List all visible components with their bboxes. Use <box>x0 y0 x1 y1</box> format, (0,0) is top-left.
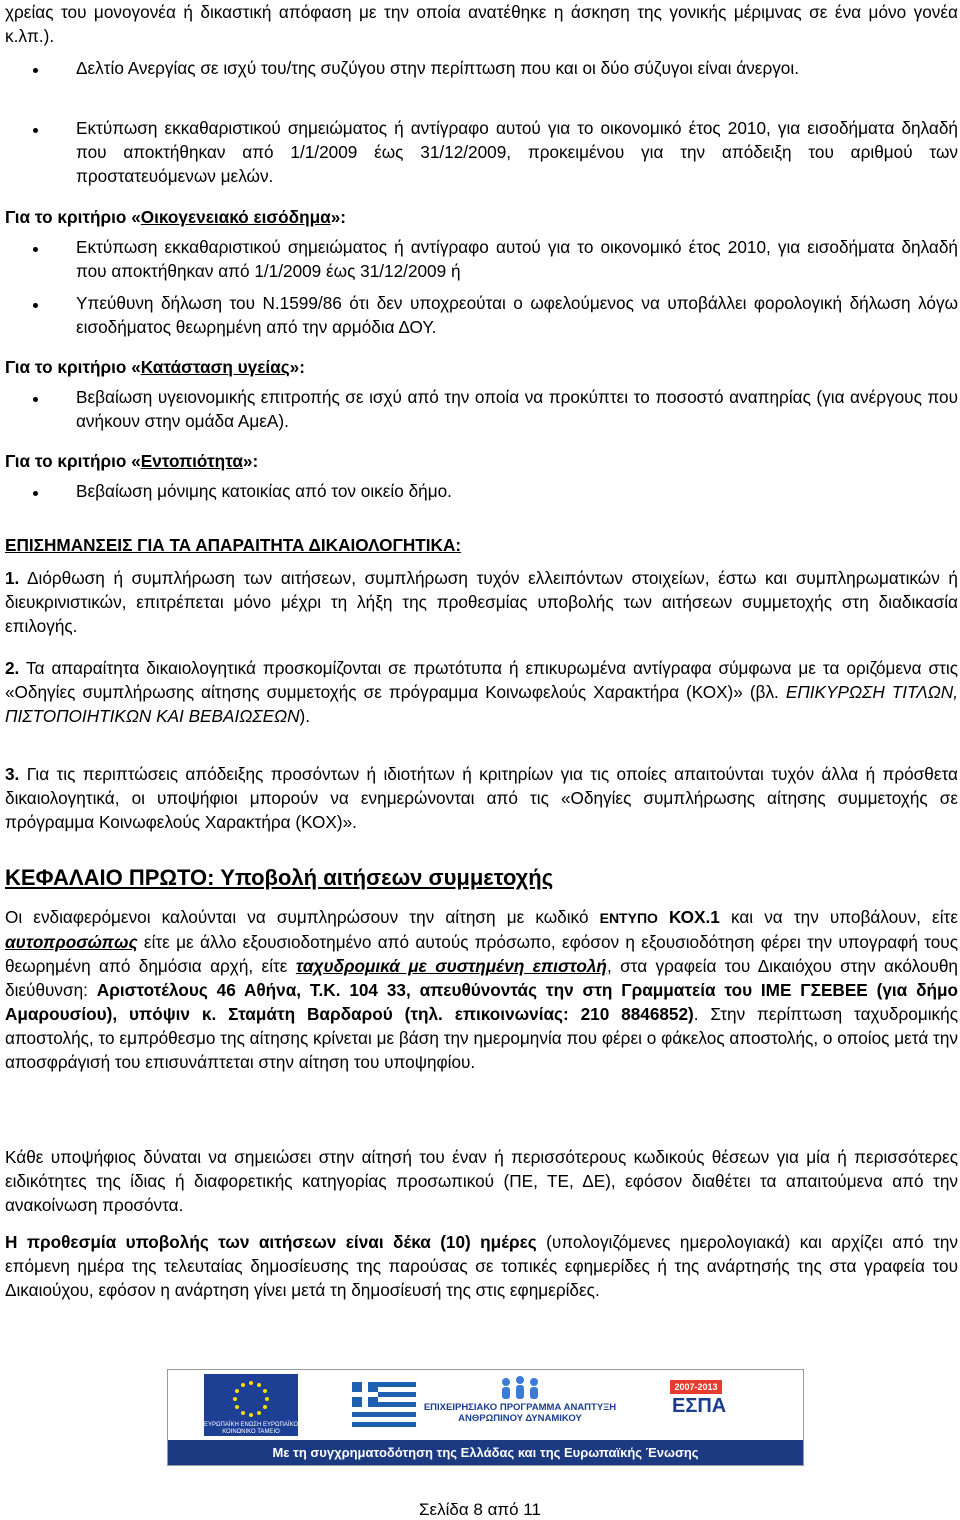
bullet-tax-statement: Εκτύπωση εκκαθαριστικού σημειώματος ή αντίγραφο αυτού για το οικονομικό έτος 2010, για εισοδήματα δηλαδή που αποκτήθηκαν από 1/1/2009 έως 31/12/2009, προκειμένου για την απόδειξη του αριθμού των προστατευόμενων μελών. <box>76 118 958 186</box>
note-3: 3. Για τις περιπτώσεις απόδειξης προσόντων ή ιδιοτήτων ή κριτηρίων για τις οποίες απαιτούνται τυχόν άλλα ή πρόσθετα δικαιολογητικά, οι υποψήφιοι μπορούν να ενημερώνονται από τις «Οδηγίες συμπλήρωσης αίτησης συμμετοχής σε πρόγραμμα Κοινωφελούς Χαρακτήρα (ΚΟΧ)». <box>5 764 958 832</box>
chapter-paragraph-2: Κάθε υποψήφιος δύναται να σημειώσει στην αίτησή του έναν ή περισσότερους κωδικούς θέσεων για μία ή περισσότερες ειδικότητες της ίδιας ή διαφορετικής κατηγορίας προσωπικού (ΠΕ, ΤΕ, ΔΕ), εφόσον διαθέτει τα απαιτούμενα από την ανακοίνωση προσόντα. <box>5 1147 958 1215</box>
chapter-title: ΚΕΦΑΛΑΙΟ ΠΡΩΤΟ: Υποβολή αιτήσεων συμμετοχής <box>5 865 554 890</box>
bullet-icon <box>33 491 38 496</box>
chapter-paragraph-3: Η προθεσμία υποβολής των αιτήσεων είναι δέκα (10) ημέρες (υπολογιζόμενες ημερολογιακά) και αρχίζει από την επόμενη ημέρα της τελευταίας δημοσίευσης της παρούσας σε τοπικές εφημερίδες ή της ανάρτησής της στα γραφεία του Δικαιούχου, εφόσον η ανάρτηση γίνει μετά τη δημοσίευσή της στις εφημερίδες. <box>5 1232 959 1300</box>
espa-years-band <box>670 1380 722 1394</box>
cofunding-caption: Με τη συγχρηματοδότηση της Ελλάδας και της Ευρωπαϊκής Ένωσης <box>168 1440 803 1465</box>
criterion-income-name: Οικογενειακό εισόδημα <box>140 207 331 227</box>
criterion-residence-heading: Για το κριτήριο «Εντοπιότητα»: <box>5 451 259 471</box>
submission-address: Αριστοτέλους 46 Αθήνα, Τ.Κ. 104 33, απευθύνοντάς την στη Γραμματεία του ΙΜΕ ΓΣΕΒΕΕ (για δήμο Αμαρουσίου), υπόψιν κ. Σταμάτη Βαρδαρού (τηλ. επικοινωνίας: 210 8846852) <box>5 980 958 1024</box>
programme-figures-icon <box>420 1374 620 1402</box>
espa-years: 2007-2013 <box>674 1382 718 1392</box>
criterion-health-name: Κατάσταση υγείας <box>140 357 290 377</box>
continued-paragraph: χρείας του μονογονέα ή δικαστική απόφαση με την οποία ανατέθηκε η άσκηση της γονικής μέριμνας σε ένα μόνο γονέα κ.λπ.). <box>5 2 958 46</box>
bullet-icon <box>33 68 38 73</box>
health-bullet-1: Βεβαίωση υγειονομικής επιτροπής σε ισχύ από την οποία να προκύπτει το ποσοστό αναπηρίας (για ανέργους που ανήκουν στην ομάδα ΑμεΑ). <box>76 387 958 431</box>
notes-heading: ΕΠΙΣΗΜΑΝΣΕΙΣ ΓΙΑ ΤΑ ΑΠΑΡΑΙΤΗΤΑ ΔΙΚΑΙΟΛΟΓΗΤΙΚΑ: <box>5 535 462 555</box>
greek-flag-logo <box>352 1374 416 1436</box>
bullet-icon <box>33 303 38 308</box>
operational-programme-logo <box>420 1374 620 1436</box>
residence-bullet-1: Βεβαίωση μόνιμης κατοικίας από τον οικείο δήμο. <box>76 481 452 501</box>
registered-post-emphasis: ταχυδρομικά με συστημένη επιστολή <box>295 956 607 976</box>
income-bullet-2: Υπεύθυνη δήλωση του Ν.1599/86 ότι δεν υποχρεούται ο ωφελούμενος να υποβάλλει φορολογική δήλωση λόγω εισοδήματος θεωρημένη από την αρμόδια ΔΟΥ. <box>76 293 958 337</box>
eu-stars-icon <box>204 1374 298 1424</box>
bullet-icon <box>33 128 38 133</box>
bullet-icon <box>33 247 38 252</box>
espa-logo <box>664 1374 760 1436</box>
programme-title: ΕΠΙΧΕΙΡΗΣΙΑΚΟ ΠΡΟΓΡΑΜΜΑ ΑΝΑΠΤΥΞΗ ΑΝΘΡΩΠΙΝΟΥ ΔΥΝΑΜΙΚΟΥ <box>423 1402 617 1424</box>
bullet-icon <box>33 397 38 402</box>
note-1: 1. Διόρθωση ή συμπλήρωση των αιτήσεων, συμπλήρωση τυχόν ελλειπόντων στοιχείων, έστω και συμπληρωματικών ή διευκρινιστικών, επιτρέπεται μόνο μέχρι τη λήξη της προθεσμίας υποβολής των αιτήσεων συμμετοχής στη διαδικασία επιλογής. <box>5 568 958 636</box>
criterion-residence-name: Εντοπιότητα <box>140 451 243 471</box>
espa-name: ΕΣΠΑ <box>672 1395 727 1417</box>
bullet-unemployment: Δελτίο Ανεργίας σε ισχύ του/της συζύγου στην περίπτωση που και οι δύο σύζυγοι είναι άνεργοι. <box>76 58 799 78</box>
eu-logo-text: ΕΥΡΩΠΑΪΚΗ ΕΝΩΣΗ ΕΥΡΩΠΑΪΚΟ ΚΟΙΝΩΝΙΚΟ ΤΑΜΕΙΟ <box>204 1422 299 1435</box>
income-bullet-1: Εκτύπωση εκκαθαριστικού σημειώματος ή αντίγραφο αυτού για το οικονομικό έτος 2010, για εισοδήματα δηλαδή που αποκτήθηκαν από 1/1/2009 έως 31/12/2009 ή <box>76 237 958 281</box>
page-number: Σελίδα 8 από 11 <box>419 1500 541 1519</box>
eu-flag-logo <box>204 1374 298 1436</box>
greek-flag-icon <box>352 1374 416 1436</box>
criterion-income-heading: Για το κριτήριο «Οικογενειακό εισόδημα»: <box>5 207 346 227</box>
funding-logo-banner <box>167 1369 804 1466</box>
criterion-health-heading: Για το κριτήριο «Κατάσταση υγείας»: <box>5 357 305 377</box>
note-2: 2. Τα απαραίτητα δικαιολογητικά προσκομίζονται σε πρωτότυπα ή επικυρωμένα αντίγραφα σύμφωνα με τα οριζόμενα στις «Οδηγίες συμπλήρωσης αίτησης συμμετοχής σε πρόγραμμα Κοινωφελούς Χαρακτήρα (ΚΟΧ)» (βλ. ΕΠΙΚΥΡΩΣΗ ΤΙΤΛΩΝ, ΠΙΣΤΟΠΟΙΗΤΙΚΩΝ ΚΑΙ ΒΕΒΑΙΩΣΕΩΝ). <box>5 658 958 726</box>
chapter-paragraph-1: Οι ενδιαφερόμενοι καλούνται να συμπληρώσουν την αίτηση με κωδικό ΕΝΤΥΠΟ ΚΟΧ.1 και να την υποβάλουν, είτε αυτοπροσώπως είτε με άλλο εξουσιοδοτημένο από αυτούς πρόσωπο, εφόσον η εξουσιοδότηση φέρει την υπογραφή τους θεωρημένη από δημόσια αρχή, είτε ταχυδρομικά με συστημένη επιστολή, στα γραφεία του Δικαιόχου στην ακόλουθη διεύθυνση: Αριστοτέλους 46 Αθήνα, Τ.Κ. 104 33, απευθύνοντάς την στη Γραμματεία του ΙΜΕ ΓΣΕΒΕΕ (για δήμο Αμαρουσίου), υπόψιν κ. Σταμάτη Βαρδαρού (τηλ. επικοινωνίας: 210 8846852). Στην περίπτωση ταχυδρομικής αποστολής, το εμπρόθεσμο της αίτησης κρίνεται με βάση την ημερομηνία που φέρει ο φάκελος αποστολής, ο οποίος μετά την αποσφράγισή του επισυνάπτεται στην αίτηση του υποψηφίου. <box>5 907 958 1072</box>
in-person-emphasis: αυτοπροσώπως <box>5 932 138 952</box>
